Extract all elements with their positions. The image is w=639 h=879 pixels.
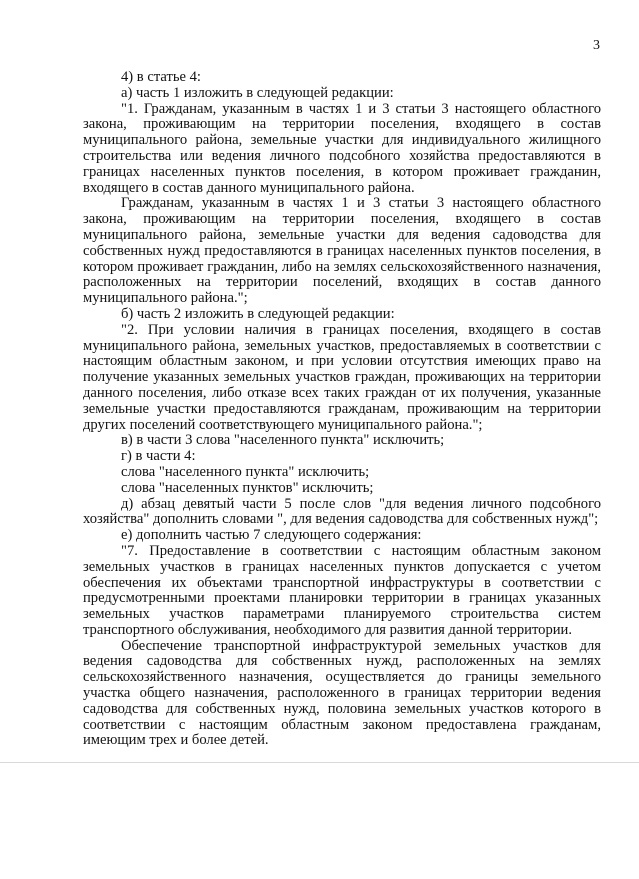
paragraph-article-4: 4) в статье 4: bbox=[121, 69, 201, 85]
paragraph-part-7-text: "7. Предоставление в соответствии с настоящим областным законом земельных участков в границах населенных пунктов допускается с учетом обеспечения их объектами транспортной инфраструктуры в соответствии с предусмотренными проектами планировки территории в границах указанных земельных участков параметрами планируемого строительства систем транспортного обслуживания, необходимого для развития данной территории. bbox=[83, 542, 601, 638]
paragraph-item-v: в) в части 3 слова "населенного пункта" исключить; bbox=[121, 432, 445, 449]
paragraph-item-g: г) в части 4: bbox=[121, 448, 196, 465]
document-body bbox=[83, 70, 601, 749]
paragraph-part-2-text: "2. При условии наличия в границах поселения, входящего в состав муниципального района, земельных участков, предоставляемых в соответствии с настоящим областным законом, и при условии отсутствия имеющих право на получение указанных земельных участков граждан, проживающих на территории данного поселения, либо отказе всех таких граждан от их получения, указанные земельные участки предоставляются гражданам, проживающим на территории других поселений соответствующего муниципального района."; bbox=[83, 321, 601, 433]
paragraph-part-1-text: "1. Гражданам, указанным в частях 1 и 3 статьи 3 настоящего областного закона, проживающим на территории поселения, входящего в состав муниципального района, земельные участки для индивидуального жилищного строительства или ведения личного подсобного хозяйства предоставляются в границах населенных пунктов поселения, в котором проживает гражданин, входящего в состав данного муниципального района. bbox=[83, 100, 601, 196]
scan-artifact-line bbox=[0, 762, 639, 763]
paragraph-part-7-second: Обеспечение транспортной инфраструктурой земельных участков для ведения садоводства для собственных нужд, расположенных на землях сельскохозяйственного назначения, осуществляется до границы земельного участка общего назначения, расположенного в границах территории ведения садоводства для собственных нужд, половина земельных участков которого в соответствии с настоящим областным законом предоставлена гражданам, имеющим трех и более детей. bbox=[83, 637, 601, 749]
paragraph-part-1-second: Гражданам, указанным в частях 1 и 3 статьи 3 настоящего областного закона, проживающим на территории поселения, входящего в состав муниципального района, земельные участки для ведения садоводства для собственных нужд предоставляются в границах населенных пунктов поселения, в котором проживает гражданин, либо на землях сельскохозяйственного назначения, расположенных на территории поселений, входящих в состав данного муниципального района."; bbox=[83, 195, 601, 307]
paragraph-item-g-line-2: слова "населенных пунктов" исключить; bbox=[121, 479, 374, 496]
paragraph-item-b: б) часть 2 изложить в следующей редакции: bbox=[121, 305, 395, 322]
page-number: 3 bbox=[593, 38, 600, 53]
paragraph-item-g-line-1: слова "населенного пункта" исключить; bbox=[121, 463, 370, 480]
paragraph-item-a: а) часть 1 изложить в следующей редакции: bbox=[121, 84, 394, 101]
paragraph-item-e: е) дополнить частью 7 следующего содержания: bbox=[121, 527, 422, 544]
paragraph-item-d: д) абзац девятый части 5 после слов "для ведения личного подсобного хозяйства" дополнить словами ", для ведения садоводства для собственных нужд"; bbox=[83, 495, 601, 528]
